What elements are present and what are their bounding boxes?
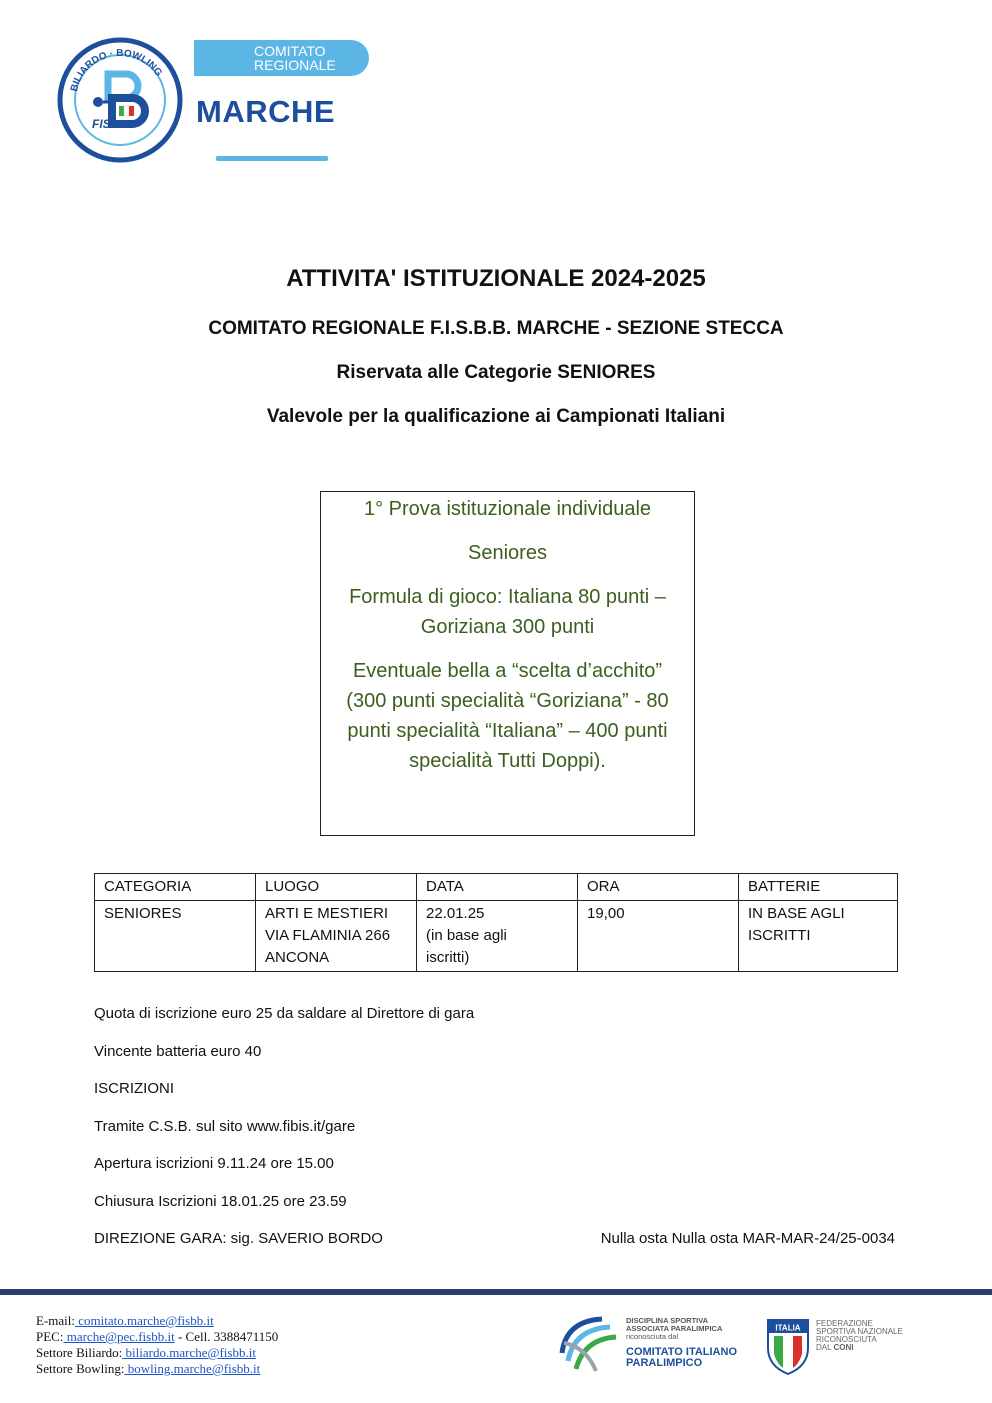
header-categoria: CATEGORIA bbox=[95, 874, 256, 901]
data-note-2: iscritti) bbox=[426, 949, 470, 966]
cell-ora: 19,00 bbox=[578, 901, 739, 972]
contact-pec-line bbox=[36, 1329, 278, 1345]
nulla-osta: Nulla osta Nulla osta MAR-MAR-24/25-0034 bbox=[600, 1230, 895, 1247]
coni-name: CONI bbox=[833, 1343, 854, 1352]
italia-shield-icon bbox=[766, 1318, 810, 1376]
race-director: DIREZIONE GARA: sig. SAVERIO BORDO bbox=[94, 1230, 383, 1247]
event-description-box bbox=[320, 491, 695, 836]
page-title: ATTIVITA' ISTITUZIONALE 2024-2025 bbox=[286, 265, 706, 292]
cip-strong-2: PARALIMPICO bbox=[626, 1357, 703, 1369]
footer-divider bbox=[0, 1289, 992, 1295]
cip-line-3: riconosciuta dal bbox=[626, 1332, 679, 1341]
coni-line-2: SPORTIVA NAZIONALE bbox=[816, 1327, 903, 1336]
logo-region-name: MARCHE bbox=[196, 94, 336, 129]
logo-comitato-line1: COMITATO bbox=[254, 43, 326, 59]
tiebreak-rule: Eventuale bella a “scelta d’acchito” (300 punti specialità “Goriziana” - 80 punti specialità “Italiana” – 400 punti specialità Tutti Doppi). bbox=[346, 660, 669, 772]
cell-categoria: SENIORES bbox=[95, 901, 256, 972]
bowling-link[interactable]: bowling.marche@fisbb.it bbox=[124, 1361, 261, 1376]
battery-prize: Vincente batteria euro 40 bbox=[94, 1043, 262, 1060]
coni-dal: DAL bbox=[816, 1343, 832, 1352]
email-link[interactable]: comitato.marche@fisbb.it bbox=[75, 1313, 214, 1328]
header-data: DATA bbox=[417, 874, 578, 901]
logo-comitato-banner bbox=[194, 40, 369, 76]
contact-bowling-line bbox=[36, 1361, 278, 1377]
header-luogo: LUOGO bbox=[256, 874, 417, 901]
luogo-venue: ARTI E MESTIERI bbox=[265, 905, 389, 922]
logo-ring-text: BILIARDO · BOWLING bbox=[68, 47, 164, 93]
batterie-line-1: IN BASE AGLI bbox=[748, 905, 845, 922]
footer-contacts bbox=[36, 1313, 278, 1377]
event-name: 1° Prova istituzionale individuale bbox=[363, 498, 652, 520]
event-category: Seniores bbox=[468, 542, 547, 564]
page-subtitle: COMITATO REGIONALE F.I.S.B.B. MARCHE - SEZIONE STECCA bbox=[208, 318, 784, 339]
coni-line-1: FEDERAZIONE bbox=[816, 1319, 873, 1328]
contact-email-line bbox=[36, 1313, 278, 1329]
cip-badge bbox=[556, 1313, 756, 1375]
luogo-street: VIA FLAMINIA 266 bbox=[265, 927, 391, 944]
cip-description bbox=[626, 1317, 766, 1341]
registrations-heading: ISCRIZIONI bbox=[94, 1080, 175, 1097]
header-ora: ORA bbox=[578, 874, 739, 901]
contact-biliardo-line bbox=[36, 1345, 278, 1361]
cell-data bbox=[417, 901, 578, 972]
paralympic-swirl-icon bbox=[556, 1313, 622, 1375]
qualifying-note: Valevole per la qualificazione ai Campionati Italiani bbox=[266, 406, 726, 427]
data-note-1: (in base agli bbox=[426, 927, 507, 944]
coni-description bbox=[816, 1320, 903, 1352]
cip-name bbox=[626, 1347, 737, 1369]
logo-fis-text: FIS bbox=[92, 117, 111, 131]
coni-badge bbox=[766, 1318, 926, 1378]
cip-line-1: DISCIPLINA SPORTIVA bbox=[626, 1316, 709, 1325]
biliardo-link[interactable]: biliardo.marche@fisbb.it bbox=[122, 1345, 256, 1360]
game-formula: Formula di gioco: Italiana 80 punti – Goriziana 300 punti bbox=[349, 586, 666, 638]
registration-close: Chiusura Iscrizioni 18.01.25 ore 23.59 bbox=[94, 1193, 347, 1210]
cell-batterie bbox=[739, 901, 898, 972]
table-row bbox=[95, 901, 898, 972]
batterie-line-2: ISCRITTI bbox=[748, 927, 811, 944]
reserved-categories: Riservata alle Categorie SENIORES bbox=[336, 362, 656, 383]
logo-underline bbox=[216, 156, 328, 161]
cell-number: - Cell. 3388471150 bbox=[174, 1329, 279, 1344]
cell-luogo bbox=[256, 901, 417, 972]
fisbb-emblem-icon bbox=[56, 36, 186, 166]
registration-method: Tramite C.S.B. sul sito www.fibis.it/gare bbox=[94, 1118, 356, 1135]
email-label: E-mail: bbox=[36, 1313, 75, 1328]
logo-comitato-line2: REGIONALE bbox=[254, 57, 336, 73]
coni-line-4 bbox=[816, 1344, 903, 1352]
biliardo-label: Settore Biliardo: bbox=[36, 1345, 123, 1360]
schedule-table bbox=[94, 873, 898, 972]
header-batterie: BATTERIE bbox=[739, 874, 898, 901]
pec-label: PEC: bbox=[36, 1329, 64, 1344]
bowling-label: Settore Bowling: bbox=[36, 1361, 125, 1376]
luogo-city: ANCONA bbox=[265, 949, 330, 966]
data-date: 22.01.25 bbox=[426, 905, 485, 922]
italia-label: ITALIA bbox=[775, 1323, 801, 1333]
pec-link[interactable]: marche@pec.fisbb.it bbox=[63, 1329, 175, 1344]
fisbb-marche-logo bbox=[56, 36, 346, 166]
cip-line-2: ASSOCIATA PARALIMPICA bbox=[626, 1324, 723, 1333]
registration-open: Apertura iscrizioni 9.11.24 ore 15.00 bbox=[94, 1155, 334, 1172]
entry-fee: Quota di iscrizione euro 25 da saldare al Direttore di gara bbox=[94, 1005, 475, 1022]
cip-strong-1: COMITATO ITALIANO bbox=[626, 1346, 738, 1358]
coni-line-3: RICONOSCIUTA bbox=[816, 1335, 877, 1344]
table-header-row bbox=[95, 874, 898, 901]
